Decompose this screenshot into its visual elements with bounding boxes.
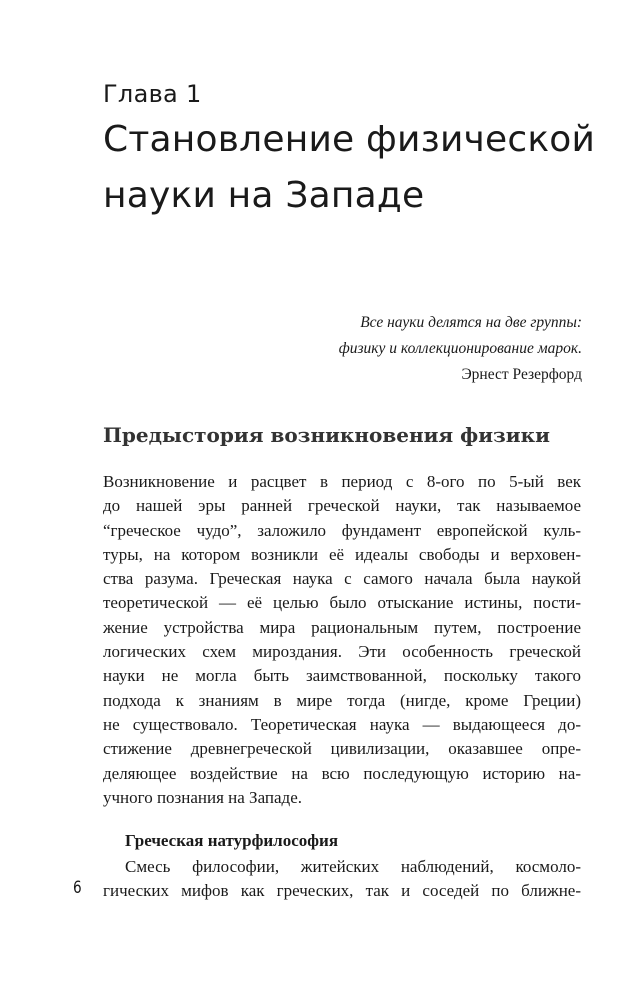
chapter-title-line: Становление физической [103,119,596,160]
chapter-title-line: науки на Западе [103,175,425,216]
chapter-label: Глава 1 [103,80,202,108]
paragraph-line: подхода к знаниям в мире тогда (нигде, кроме Греции) [103,690,581,710]
paragraph-line: ства разума. Греческая наука с самого начала была наукой [103,569,581,589]
paragraph-line: Возникновение и расцвет в период с 8-ого по 5-ый век [103,472,581,491]
paragraph-line: гических мифов как греческих, так и соседей по ближне- [103,881,581,901]
paragraph-line: до нашей эры ранней греческой науки, так называемое [103,496,581,516]
paragraph-line: науки не могла быть заимствованной, поскольку такого [103,666,581,686]
paragraph-line: деляющее воздействие на всю последующую историю на- [103,763,581,783]
paragraph-line: Смесь философии, житейских наблюдений, космоло- [125,857,581,876]
paragraph-line: “греческое чудо”, заложило фундамент европейской куль- [103,520,581,540]
page-number: 6 [73,878,82,898]
paragraph-line: теоретической — её целью было отыскание истины, пости- [103,593,581,613]
epigraph-author: Эрнест Резерфорд [461,366,582,383]
subsection-paragraph [103,855,581,904]
subsection-heading: Греческая натурфилософия [125,831,339,850]
paragraph-line: логических схем мироздания. Эти особенность греческой [103,642,581,662]
paragraph-line: туры, на котором возникли её идеалы свободы и верховен- [103,544,581,564]
epigraph-quote-line: Все науки делятся на две группы: [360,314,582,331]
paragraph-line: учного познания на Западе. [103,787,302,807]
body-paragraph [103,470,581,810]
section-heading: Предыстория возникновения физики [103,423,550,447]
paragraph-line: стижение древнегреческой цивилизации, оказавшее опре- [103,739,581,759]
paragraph-line: жение устройства мира рациональным путем, построение [103,617,581,637]
epigraph [162,310,582,388]
epigraph-quote-line: физику и коллекционирование марок. [338,340,582,357]
paragraph-line: не существовало. Теоретическая наука — выдающееся до- [103,714,581,734]
chapter-title [103,112,623,224]
